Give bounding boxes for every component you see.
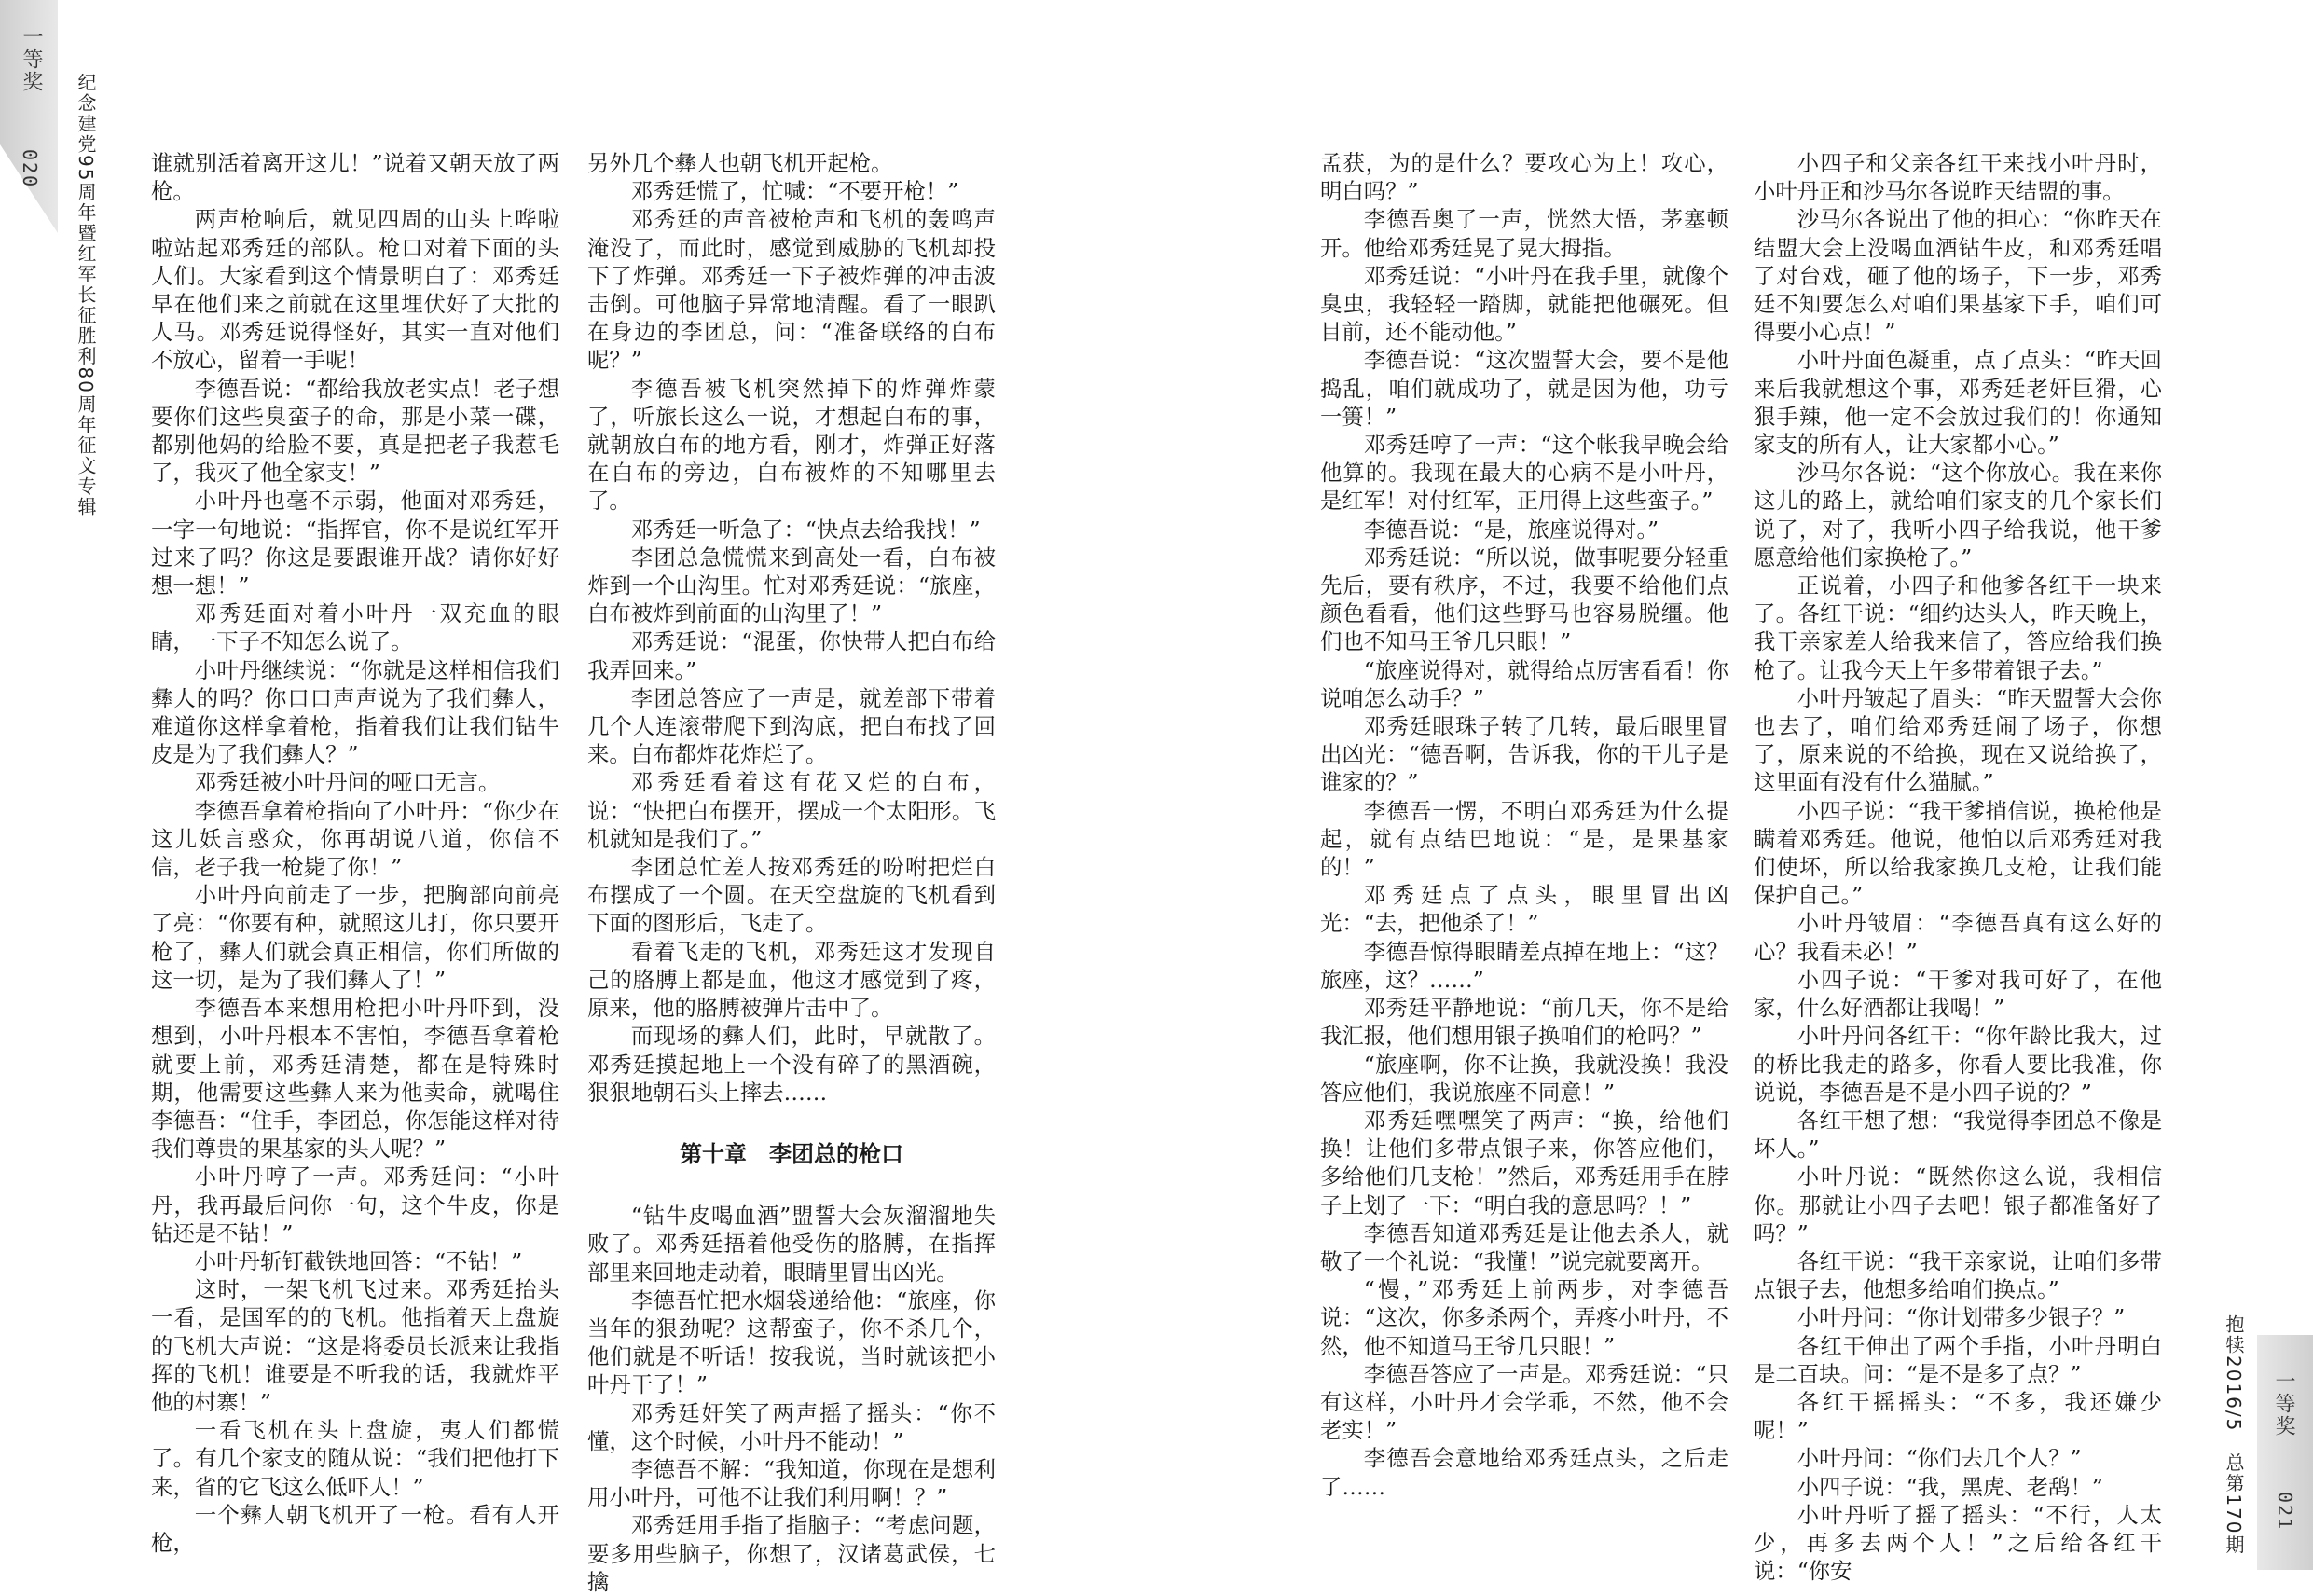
paragraph: 谁就别活着离开这儿！”说着又朝天放了两枪。: [151, 150, 559, 205]
paragraph: 两声枪响后，就见四周的山头上哗啦啦站起邓秀廷的部队。枪口对着下面的头人们。大家看到这个情景明白了：邓秀廷早在他们来之前就在这里埋伏好了大批的人马。邓秀廷说得怪好，其实一直对他们不放心，留着一手呢！: [151, 206, 559, 374]
paragraph: 邓秀廷奸笑了两声摇了摇头：“你不懂，这个时候，小叶丹不能动！”: [587, 1399, 996, 1454]
paragraph: 邓秀廷说：“所以说，做事呢要分轻重先后，要有秩序，不过，我要不给他们点颜色看看，他们这些野马也容易脱缰。他们也不知马王爷几只眼！”: [1320, 543, 1728, 655]
paragraph: 李德吾知道邓秀廷是让他去杀人，就敬了一个礼说：“我懂！”说完就要离开。: [1320, 1219, 1728, 1274]
paragraph: 这时，一架飞机飞过来。邓秀廷抬头一看，是国军的的飞机。他指着天上盘旋的飞机大声说：“这是将委员长派来让我指挥的飞机！谁要是不听我的话，我就炸平他的村寨！”: [151, 1276, 559, 1415]
column-1: [151, 149, 559, 1557]
paragraph: 小四子说：“我干爹捎信说，换枪他是瞒着邓秀廷。他说，他怕以后邓秀廷对我们使坏，所以给我家换几支枪，让我们能保护自己。”: [1754, 797, 2162, 909]
column-4: [1754, 149, 2162, 1585]
paragraph: 另外几个彝人也朝飞机开起枪。: [587, 150, 893, 176]
paragraph: 正说着，小四子和他爹各红干一块来了。各红干说：“细约达头人，昨天晚上，我干亲家差人给我来信了，答应给我们换枪了。让我今天上午多带着银子去。”: [1754, 572, 2162, 683]
paragraph: 李团总忙差人按邓秀廷的吩咐把烂白布摆成了一个圆。在天空盘旋的飞机看到下面的图形后，飞走了。: [587, 854, 996, 937]
paragraph: 李德吾奥了一声，恍然大悟，茅塞顿开。他给邓秀廷晃了晃大拇指。: [1320, 206, 1728, 261]
paragraph: “旅座说得对，就得给点厉害看看！你说咱怎么动手？”: [1320, 656, 1728, 711]
paragraph: 小叶丹问各红干：“你年龄比我大，过的桥比我走的路多，你看人要比我准，你说说，李德吾是不是小四子说的？”: [1754, 1023, 2162, 1106]
paragraph: 李德吾会意地给邓秀廷点头，之后走了……: [1320, 1445, 1728, 1500]
paragraph: 小叶丹皱眉：“李德吾真有这么好的心？我看未必！”: [1754, 910, 2162, 965]
paragraph: 邓秀廷点了点头，眼里冒出凶光：“去，把他杀了！”: [1320, 882, 1728, 937]
paragraph: 一看飞机在头上盘旋，夷人们都慌了。有几个家支的随从说：“我们把他打下来，省的它飞这么低吓人！”: [151, 1417, 559, 1500]
right-award-label: 一等奖: [2272, 1370, 2295, 1438]
paragraph: 各红干摇摇头：“不多，我还嫌少呢！”: [1754, 1388, 2162, 1444]
chapter-title: 第十章 李团总的枪口: [680, 1140, 903, 1167]
right-page: [1156, 0, 2313, 1585]
right-page-number: 021: [2274, 1492, 2296, 1532]
paragraph: 小四子说：“干爹对我可好了，在他家，什么好酒都让我喝！”: [1754, 966, 2162, 1022]
paragraph: 沙马尔各说：“这个你放心。我在来你这儿的路上，就给咱们家支的几个家长们说了，对了，我听小四子给我说，他干爹愿意给他们家换枪了。”: [1754, 460, 2162, 571]
paragraph: 李德吾一愣，不明白邓秀廷为什么提起，就有点结巴地说：“是，是果基家的！”: [1320, 797, 1728, 881]
paragraph: 邓秀廷看着这有花又烂的白布，说：“快把白布摆开，摆成一个太阳形。飞机就知是我们了。”: [587, 769, 996, 852]
paragraph: 李德吾答应了一声是。邓秀廷说：“只有这样，小叶丹才会学乖，不然，他不会老实！”: [1320, 1360, 1728, 1444]
paragraph: 李德吾忙把水烟袋递给他：“旅座，你当年的狠劲呢？这帮蛮子，你不杀几个，他们就是不听话！按我说，当时就该把小叶丹干了！”: [587, 1286, 996, 1398]
paragraph: 一个彝人朝飞机开了一枪。看有人开枪，: [151, 1501, 559, 1556]
paragraph: 各红干伸出了两个手指，小叶丹明白是二百块。问：“是不是多了点？”: [1754, 1332, 2162, 1387]
paragraph: “慢，”邓秀廷上前两步，对李德吾说：“这次，你多杀两个，弄疼小叶丹，不然，他不知道马王爷几只眼！”: [1320, 1276, 1728, 1359]
column-3: [1320, 149, 1728, 1501]
paragraph: 小叶丹向前走了一步，把胸部向前亮了亮：“你要有种，就照这儿打，你只要开枪了，彝人们就会真正相信，你们所做的这一切，是为了我们彝人了！”: [151, 882, 559, 993]
column-2-bottom: [587, 1202, 996, 1596]
left-side-title: 纪念建党95周年暨红军长征胜利80周年征文专辑: [75, 73, 97, 517]
paragraph: 邓秀廷说：“混蛋，你快带人把白布给我弄回来。”: [587, 628, 996, 683]
column-2: [587, 149, 996, 1596]
paragraph: 邓秀廷平静地说：“前几天，你不是给我汇报，他们想用银子换咱们的枪吗？”: [1320, 995, 1728, 1050]
paragraph: 李德吾说：“这次盟誓大会，要不是他捣乱，咱们就成功了，就是因为他，功亏一篑！”: [1320, 347, 1728, 430]
paragraph: 李德吾惊得眼睛差点掉在地上：“这？旅座，这？……”: [1320, 938, 1728, 993]
paragraph: 小叶丹面色凝重，点了点头：“昨天回来后我就想这个事，邓秀廷老奸巨猾，心狠手辣，他一定不会放过我们的！你通知家支的所有人，让大家都小心。”: [1754, 347, 2162, 459]
left-page: [0, 0, 1156, 1595]
paragraph: 邓秀廷用手指了指脑子：“考虑问题，要多用些脑子，你想了，汉诸葛武侯，七擒: [587, 1512, 996, 1595]
paragraph: 孟获，为的是什么？要攻心为上！攻心，明白吗？”: [1320, 150, 1728, 205]
paragraph: 小四子说：“我，黑虎、老鸹！”: [1797, 1473, 2103, 1500]
paragraph: 邓秀廷眼珠子转了几转，最后眼里冒出凶光：“德吾啊，告诉我，你的干儿子是谁家的？”: [1320, 713, 1728, 796]
paragraph: 邓秀廷哼了一声：“这个帐我早晚会给他算的。我现在最大的心病不是小叶丹，是红军！对付红军，正用得上这些蛮子。”: [1320, 432, 1728, 515]
left-award-label: 一等奖: [20, 26, 43, 93]
paragraph: 小叶丹斩钉截铁地回答：“不钻！”: [194, 1247, 523, 1274]
paragraph: 小叶丹听了摇了摇头：“不行，人太少，再多去两个人！”之后给各红干说：“你安: [1754, 1501, 2162, 1585]
paragraph: 各红干想了想：“我觉得李团总不像是坏人。”: [1754, 1107, 2162, 1163]
paragraph: 小叶丹问：“你计划带多少银子？”: [1797, 1304, 2126, 1331]
paragraph: 沙马尔各说出了他的担心：“你昨天在结盟大会上没喝血酒钻牛皮，和邓秀廷唱了对台戏，砸了他的场子，下一步，邓秀廷不知要怎么对咱们果基家下手，咱们可得要小心点！”: [1754, 206, 2162, 346]
paragraph: 小叶丹说：“既然你这么说，我相信你。那就让小四子去吧！银子都准备好了吗？”: [1754, 1163, 2162, 1246]
paragraph: 李德吾被飞机突然掉下的炸弹炸蒙了，听旅长这么一说，才想起白布的事，就朝放白布的地方看，刚才，炸弹正好落在白布的旁边，白布被炸的不知哪里去了。: [587, 375, 996, 515]
paragraph: 邓秀廷的声音被枪声和飞机的轰鸣声淹没了，而此时，感觉到威胁的飞机却投下了炸弹。邓秀廷一下子被炸弹的冲击波击倒。可他脑子异常地清醒。看了一眼趴在身边的李团总，问：“准备联络的白布呢？”: [587, 206, 996, 374]
paragraph: 邓秀廷说：“小叶丹在我手里，就像个臭虫，我轻轻一踏脚，就能把他碾死。但目前，还不能动他。”: [1320, 262, 1728, 346]
paragraph: 李德吾说：“是，旅座说得对。”: [1363, 516, 1659, 543]
paragraph: 小四子和父亲各红干来找小叶丹时，小叶丹正和沙马尔各说昨天结盟的事。: [1754, 150, 2162, 205]
paragraph: 李德吾说：“都给我放老实点！老子想要你们这些臭蛮子的命，那是小菜一碟，都别他妈的给脸不要，真是把老子我惹毛了，我灭了他全家支！”: [151, 375, 559, 487]
paragraph: 李德吾不解：“我知道，你现在是想利用小叶丹，可他不让我们利用啊！？”: [587, 1455, 996, 1511]
paragraph: 各红干说：“我干亲家说，让咱们多带点银子去，他想多给咱们换点。”: [1754, 1247, 2162, 1303]
paragraph: 而现场的彝人们，此时，早就散了。邓秀廷摸起地上一个没有碎了的黑酒碗，狠狠地朝石头上摔去……: [587, 1023, 996, 1106]
paragraph: 李团总答应了一声是，就差部下带着几个人连滚带爬下到沟底，把白布找了回来。白布都炸花炸烂了。: [587, 684, 996, 768]
paragraph: “旅座啊，你不让换，我就没换！我没答应他们，我说旅座不同意！”: [1320, 1051, 1728, 1106]
paragraph: 李团总急慌慌来到高处一看，白布被炸到一个山沟里。忙对邓秀廷说：“旅座，白布被炸到前面的山沟里了！”: [587, 543, 996, 627]
paragraph: 李德吾拿着枪指向了小叶丹：“你少在这儿妖言惑众，你再胡说八道，你信不信，老子我一枪毙了你！”: [151, 797, 559, 881]
paragraph: 邓秀廷面对着小叶丹一双充血的眼睛，一下子不知怎么说了。: [151, 600, 559, 655]
paragraph: 李德吾本来想用枪把小叶丹吓到，没想到，小叶丹根本不害怕，李德吾拿着枪就要上前，邓秀廷清楚，都在是特殊时期，他需要这些彝人来为他卖命，就喝住李德吾：“住手，李团总，你怎能这样对待我们尊贵的果基家的头人呢？”: [151, 995, 559, 1163]
right-issue-info: 抱犊2016/5 总第170期: [2223, 1314, 2245, 1556]
paragraph: 看着飞走的飞机，邓秀廷这才发现自己的胳膊上都是血，他这才感觉到了疼，原来，他的胳膊被弹片击中了。: [587, 938, 996, 1022]
paragraph: “钻牛皮喝血酒”盟誓大会灰溜溜地失败了。邓秀廷捂着他受伤的胳膊，在指挥部里来回地走动着，眼睛里冒出凶光。: [587, 1203, 996, 1286]
paragraph: 小叶丹也毫不示弱，他面对邓秀廷，一字一句地说：“指挥官，你不是说红军开过来了吗？你这是要跟谁开战？请你好好想一想！”: [151, 488, 559, 599]
paragraph: 小叶丹哼了一声。邓秀廷问：“小叶丹，我再最后问你一句，这个牛皮，你是钻还是不钻！”: [151, 1163, 559, 1246]
left-page-number: 020: [19, 149, 41, 189]
paragraph: 邓秀廷慌了，忙喊：“不要开枪！”: [630, 178, 959, 205]
paragraph: 小叶丹问：“你们去几个人？”: [1797, 1445, 2082, 1472]
paragraph: 小叶丹继续说：“你就是这样相信我们彝人的吗？你口口声声说为了我们彝人，难道你这样拿着枪，指着我们让我们钻牛皮是为了我们彝人？”: [151, 656, 559, 768]
column-2-top: [587, 149, 996, 1107]
paragraph: 小叶丹皱起了眉头：“昨天盟誓大会你也去了，咱们给邓秀廷闹了场子，你想了，原来说的不给换，现在又说给换了，这里面有没有什么猫腻。”: [1754, 684, 2162, 796]
paragraph: 邓秀廷嘿嘿笑了两声：“换，给他们换！让他们多带点银子来，你答应他们，多给他们几支枪！”然后，邓秀廷用手在脖子上划了一下：“明白我的意思吗？！”: [1320, 1107, 1728, 1218]
paragraph: 邓秀廷被小叶丹问的哑口无言。: [194, 769, 501, 796]
paragraph: 邓秀廷一听急了：“快点去给我找！”: [630, 516, 981, 543]
